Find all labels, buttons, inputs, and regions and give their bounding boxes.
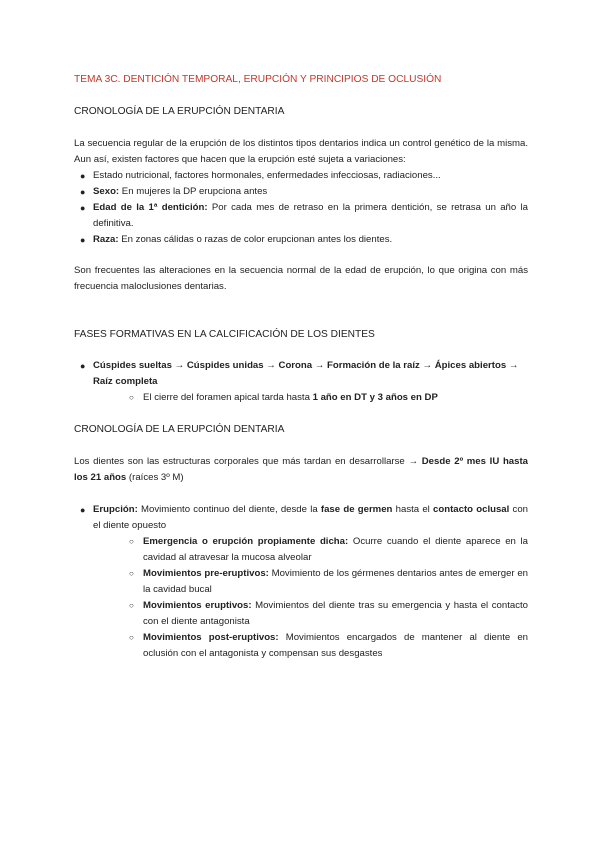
intro-bold: Desde 2º mes IU hasta los 21 años (74, 456, 529, 483)
sub-bold: 1 año en DT y 3 años en DP (312, 392, 438, 403)
section1-closing: Son frecuentes las alteraciones en la secuencia normal de la edad de erupción, lo que origina con más frecuencia maloclusiones dentarias. (74, 265, 528, 292)
list-item (74, 232, 528, 248)
fases-sequence: Cúspides sueltas → Cúspides unidas → Corona → Formación de la raíz → Ápices abiertos → Raíz completa (93, 360, 519, 387)
sub-text: El cierre del foramen apical tarda hasta (143, 392, 313, 403)
bullet-icon: ● (80, 505, 86, 515)
item-label: Erupción: (93, 504, 138, 515)
erupcion-list (74, 502, 528, 534)
item-label: Raza: (93, 234, 119, 245)
section-heading-cronologia-2: CRONOLOGÍA DE LA ERUPCIÓN DENTARIA (74, 424, 285, 435)
bullet-icon: ● (80, 171, 86, 181)
item-text: Movimiento de los gérmenes dentarios antes de emerger en la cavidad bucal (143, 568, 528, 595)
list-item (74, 502, 528, 534)
list-item (74, 168, 528, 184)
bullet-icon: ● (80, 235, 86, 245)
circle-bullet-icon: ○ (129, 537, 134, 546)
fases-sublist (74, 390, 528, 406)
section3-intro (74, 454, 528, 486)
item-text: Movimientos encargados de mantener al diente en oclusión con el antagonista y compensan sus desgastes (143, 632, 528, 659)
section1-intro: La secuencia regular de la erupción de los distintos tipos dentarios indica un control genético de la misma. Aun así, existen factores que hacen que la erupción esté sujeta a variaciones: (74, 138, 528, 165)
item-text: con el diente opuesto (93, 504, 529, 531)
item-label: Sexo: (93, 186, 120, 197)
document-title: TEMA 3C. DENTICIÓN TEMPORAL, ERUPCIÓN Y PRINCIPIOS DE OCLUSIÓN (74, 74, 442, 85)
item-label: Movimientos eruptivos: (143, 600, 252, 611)
factors-list (74, 168, 528, 248)
circle-bullet-icon: ○ (129, 601, 134, 610)
circle-bullet-icon: ○ (129, 393, 134, 402)
list-item (74, 630, 528, 662)
item-text: Movimiento continuo del diente, desde la (137, 504, 321, 515)
section-heading-cronologia-1: CRONOLOGÍA DE LA ERUPCIÓN DENTARIA (74, 106, 285, 117)
list-item (74, 534, 528, 566)
list-item (74, 200, 528, 232)
item-text: En mujeres la DP erupciona antes (119, 186, 268, 197)
bullet-icon: ● (80, 361, 86, 371)
item-text: Por cada mes de retraso en la primera dentición, se retrasa un año la definitiva. (93, 202, 528, 229)
section-heading-fases: FASES FORMATIVAS EN LA CALCIFICACIÓN DE LOS DIENTES (74, 329, 375, 340)
bullet-icon: ● (80, 203, 86, 213)
item-bold: fase de germen (320, 504, 393, 515)
list-item (74, 390, 528, 406)
fases-list (74, 358, 528, 390)
item-label: Edad de la 1ª dentición: (93, 202, 208, 213)
item-text: Movimientos del diente tras su emergencia y hasta el contacto con el diente antagonista (143, 600, 528, 627)
item-text: Ocurre cuando el diente aparece en la cavidad al atravesar la mucosa alveolar (143, 536, 528, 563)
list-item (74, 358, 528, 390)
item-label: Emergencia o erupción propiamente dicha: (143, 536, 349, 547)
circle-bullet-icon: ○ (129, 633, 134, 642)
bullet-icon: ● (80, 187, 86, 197)
item-label: Movimientos pre-eruptivos: (143, 568, 269, 579)
list-item (74, 566, 528, 598)
circle-bullet-icon: ○ (129, 569, 134, 578)
item-bold: contacto oclusal (433, 504, 510, 515)
intro-suffix: (raíces 3º M) (126, 472, 184, 483)
list-item (74, 184, 528, 200)
intro-text: Los dientes son las estructuras corporales que más tardan en desarrollarse → (74, 456, 422, 467)
item-text: Estado nutricional, factores hormonales, enfermedades infecciosas, radiaciones... (93, 170, 441, 181)
item-label: Movimientos post-eruptivos: (143, 632, 279, 643)
document-page (74, 70, 528, 662)
list-item (74, 598, 528, 630)
erupcion-sublist (74, 534, 528, 662)
item-text: hasta el (392, 504, 434, 515)
item-text: En zonas cálidas o razas de color erupcionan antes los dientes. (118, 234, 393, 245)
